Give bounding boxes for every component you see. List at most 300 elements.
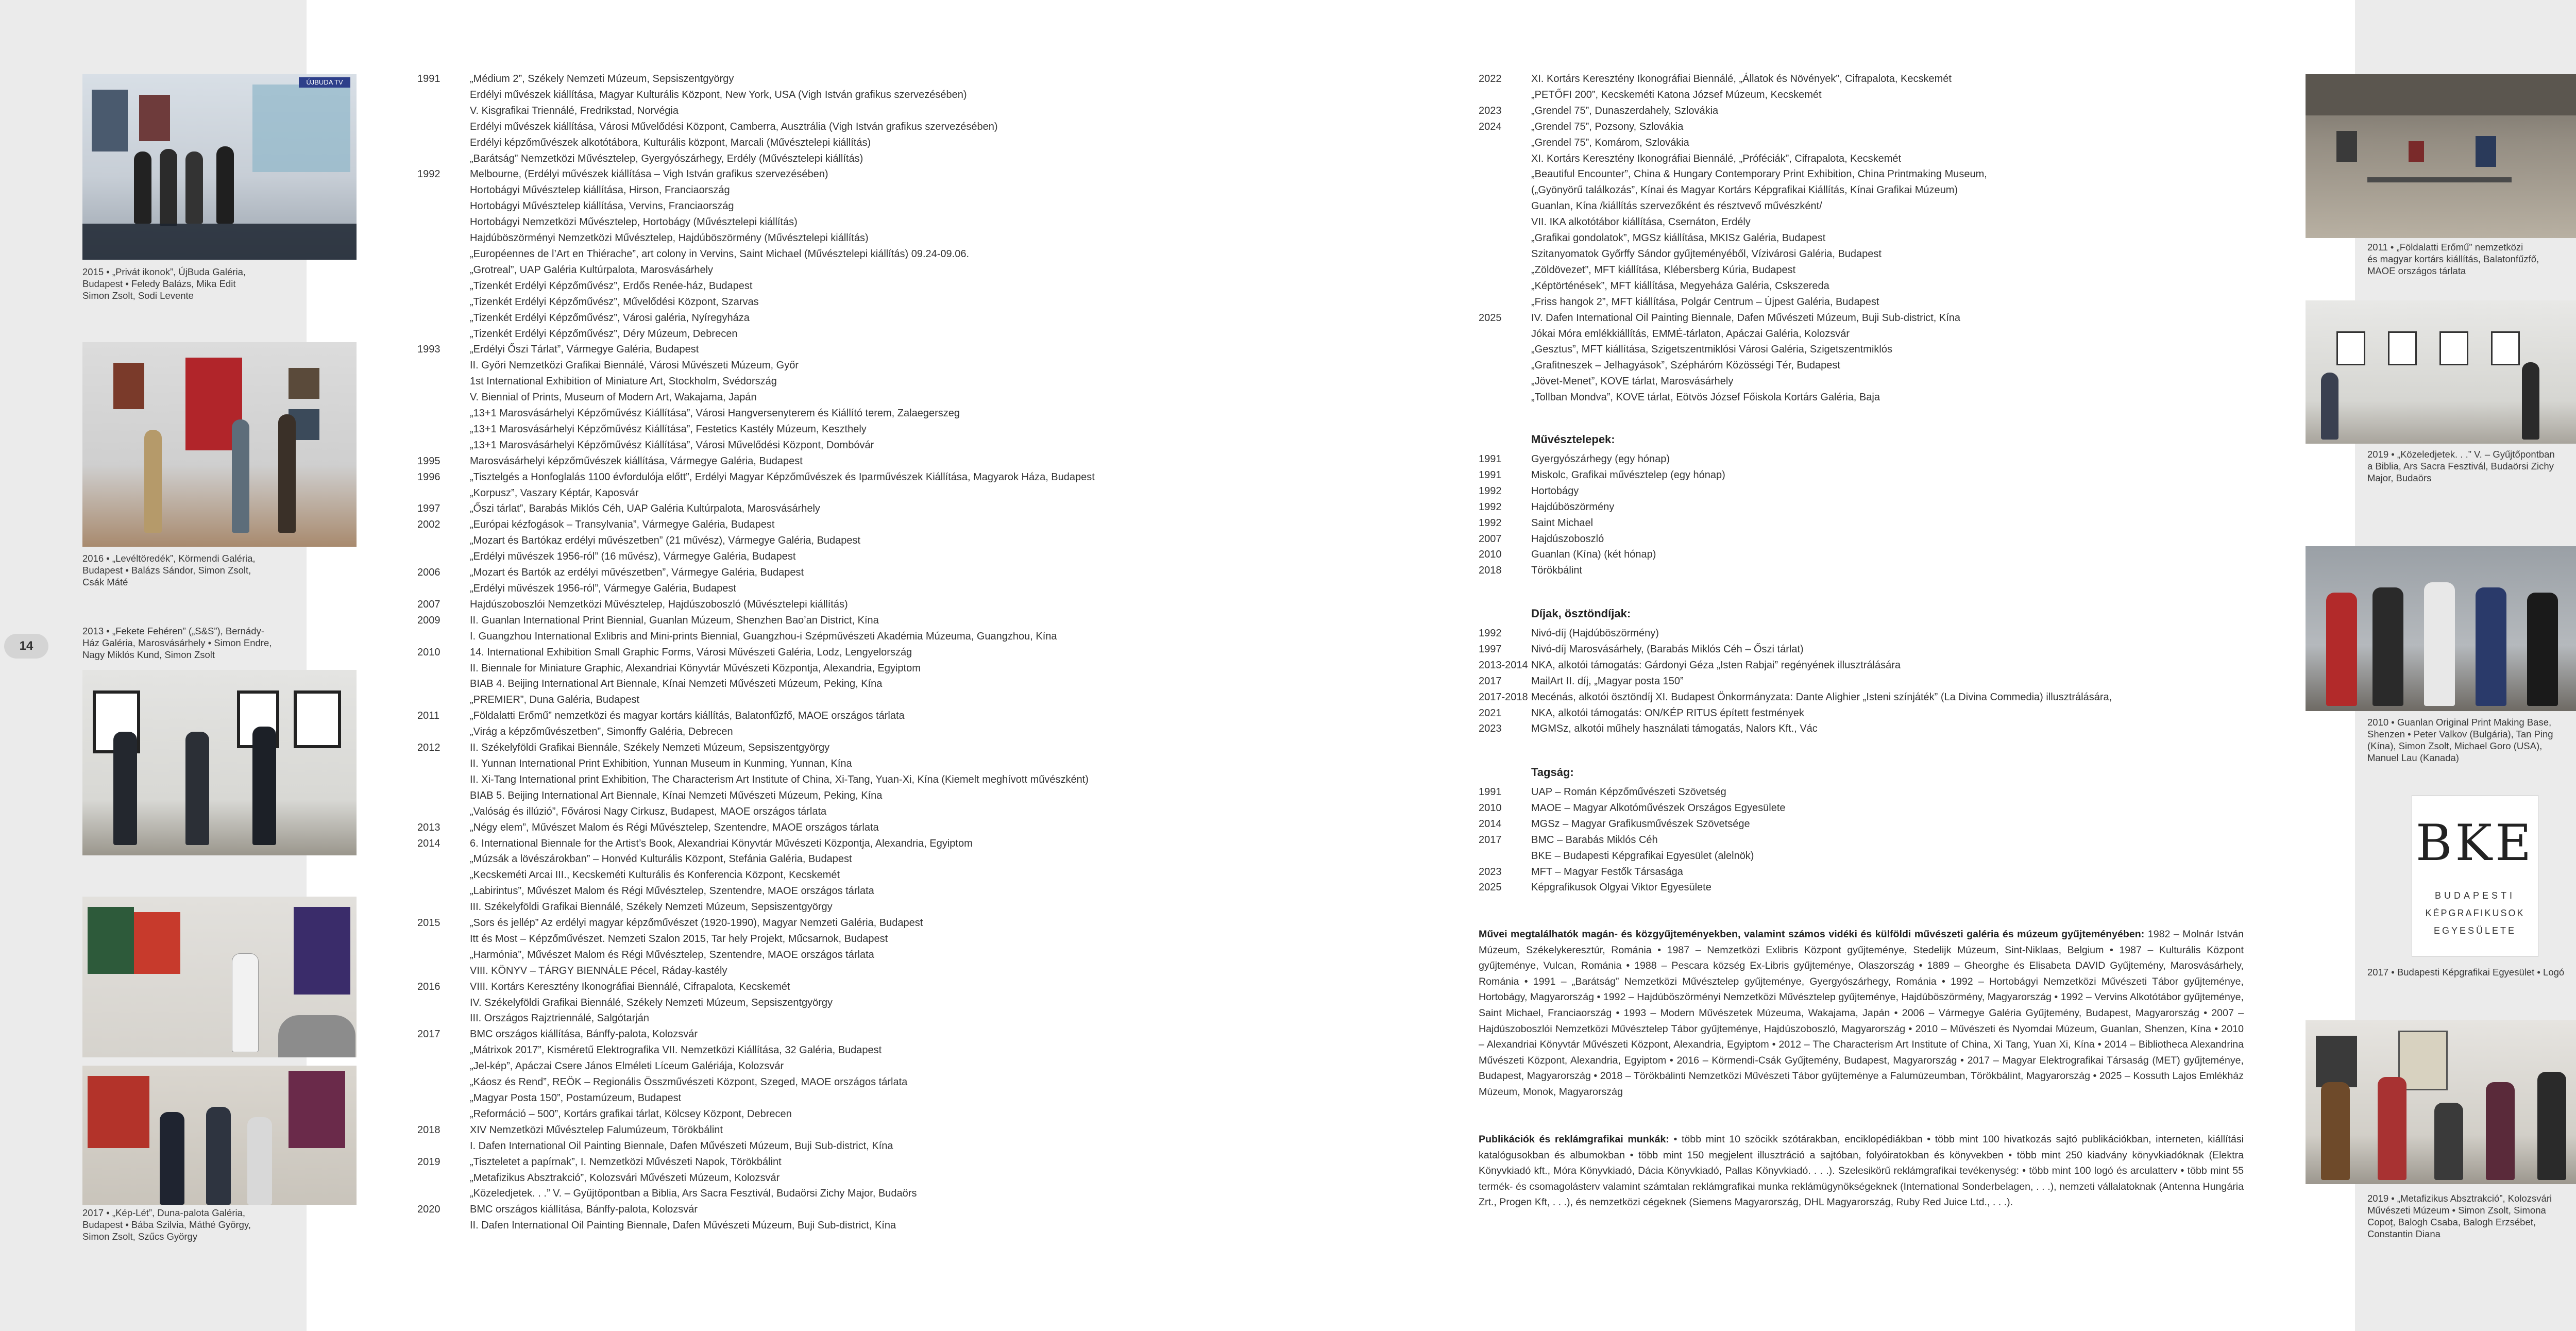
list-entry: [1479, 278, 1987, 294]
entry-text: VII. IKA alkotótábor kiállítása, Csernáton, Erdély: [1531, 216, 1751, 228]
list-entry: [417, 342, 1095, 358]
entry-text: „Tizenkét Erdélyi Képzőművész”, Erdős Renée-ház, Budapest: [470, 280, 753, 292]
list-entry: [417, 278, 1095, 294]
list-entry: [1479, 483, 1725, 499]
entry-year: 2023: [1479, 105, 1502, 116]
entry-text: XIV Nemzetközi Művésztelep Falumúzeum, Törökbálint: [470, 1124, 723, 1136]
list-entry: [417, 692, 1095, 708]
membership-list: [1479, 784, 1786, 896]
entry-year: [417, 676, 470, 692]
entry-year: 2012: [417, 742, 440, 754]
entry-year: 2011: [417, 710, 440, 722]
list-entry: [417, 326, 1095, 342]
list-entry: [417, 1058, 1095, 1074]
entry-year: 2002: [417, 519, 440, 531]
list-entry: [417, 565, 1095, 581]
list-entry: [417, 724, 1095, 740]
entry-text: Itt és Most – Képzőművészet. Nemzeti Szalon 2015, Tar hely Projekt, Műcsarnok, Budapest: [470, 933, 888, 945]
photo-kep-let-1: [82, 897, 357, 1057]
photo-caption-r3: 2010 • Guanlan Original Print Making Base, Shenzen • Peter Valkov (Bulgária), Tan Ping (Kína), Simon Zsolt, Michael Goro (USA), Manuel Lau (Kanada): [2367, 717, 2553, 763]
list-entry: [1479, 880, 1786, 896]
entry-text: Marosvásárhelyi képzőművészek kiállítása, Vármegye Galéria, Budapest: [470, 455, 803, 467]
list-entry: [417, 899, 1095, 915]
list-entry: [417, 151, 1095, 167]
entry-text: BKE – Budapesti Képgrafikai Egyesület (alelnök): [1531, 850, 1754, 862]
list-entry: [417, 1186, 1095, 1202]
entry-year: 2013: [417, 821, 440, 833]
bke-logo: [2412, 795, 2538, 957]
entry-text: „Őszi tárlat”, Barabás Miklós Céh, UAP Galéria Kultúrpalota, Marosvásárhely: [470, 503, 820, 515]
entry-year: [417, 947, 470, 963]
entry-year: [417, 246, 470, 262]
entry-text: „Kecskeméti Arcai III., Kecskeméti Kulturális és Konferencia Központ, Kecskemét: [470, 869, 840, 881]
entry-year: 2017-2018: [1479, 691, 1528, 703]
entry-year: 1992: [1479, 485, 1502, 497]
list-entry: [1479, 151, 1987, 167]
entry-year: 2023: [1479, 723, 1502, 735]
entry-year: 1997: [417, 503, 440, 515]
entry-year: 2017: [1479, 834, 1502, 846]
list-entry: [1479, 294, 1987, 310]
entry-year: [417, 756, 470, 772]
entry-text: „Médium 2”, Székely Nemzeti Múzeum, Sepsiszentgyörgy: [470, 73, 734, 85]
list-entry: [417, 963, 1095, 979]
entry-year: [417, 390, 470, 406]
list-entry: [417, 246, 1095, 262]
entry-text: „Virág a képzőművészetben”, Simonffy Galéria, Debrecen: [470, 726, 733, 738]
list-entry: [417, 1090, 1095, 1106]
entry-year: [1479, 326, 1531, 342]
entry-year: 1992: [1479, 628, 1502, 639]
list-entry: [417, 485, 1095, 501]
entry-text: II. Biennale for Miniature Graphic, Alexandriai Könyvtár Művészeti Központja, Alexandria, Egyiptom: [470, 662, 921, 674]
entry-text: Miskolc, Grafikai művésztelep (egy hónap): [1531, 469, 1725, 481]
entry-text: II. Székelyföldi Grafikai Biennále, Székely Nemzeti Múzeum, Sepsiszentgyörgy: [470, 742, 830, 754]
list-entry: [1479, 230, 1987, 246]
list-entry: [417, 230, 1095, 246]
entry-text: „Földalatti Erőmű” nemzetközi és magyar kortárs kiállítás, Balatonfűzfő, MAOE országos tárlata: [470, 710, 905, 722]
list-entry: [1479, 467, 1725, 483]
list-entry: [1479, 119, 1987, 135]
list-entry: [417, 979, 1095, 995]
entry-text: „Tizenkét Erdélyi Képzőművész”, Művelődési Központ, Szarvas: [470, 296, 759, 308]
entry-year: 2016: [417, 981, 440, 992]
list-entry: [1479, 721, 2112, 737]
entry-text: II. Dafen International Oil Painting Biennale, Dafen Művészeti Múzeum, Buji Sub-district, Kína: [470, 1220, 896, 1232]
entry-text: „Jövet-Menet”, KOVE tárlat, Marosvásárhely: [1531, 376, 1734, 387]
list-entry: [417, 533, 1095, 549]
entry-year: [1479, 151, 1531, 167]
entry-text: „Grotreal”, UAP Galéria Kultúrpalota, Marosvásárhely: [470, 264, 714, 276]
entry-year: [417, 437, 470, 453]
entry-year: 2023: [1479, 866, 1502, 878]
entry-text: „Valóság és illúzió”, Fővárosi Nagy Cirkusz, Budapest, MAOE országos tárlata: [470, 805, 827, 817]
entry-text: II. Yunnan International Print Exhibition, Yunnan Museum in Kunming, Yunnan, Kína: [470, 757, 852, 769]
entry-text: VIII. Kortárs Keresztény Ikonográfiai Biennálé, Cifrapalota, Kecskemét: [470, 981, 790, 992]
entry-text: IV. Dafen International Oil Painting Biennale, Dafen Művészeti Múzeum, Buji Sub-district, Kína: [1531, 312, 1961, 324]
entry-year: 2010: [1479, 802, 1502, 814]
entry-year: [417, 1138, 470, 1154]
list-entry: [1479, 642, 2112, 658]
entry-text: Hortobágyi Művésztelep kiállítása, Hirson, Franciaország: [470, 184, 730, 196]
awards-title: Díjak, ösztöndíjak:: [1531, 607, 1631, 620]
entry-year: [417, 629, 470, 645]
list-entry: [1479, 563, 1725, 579]
bke-logo-line-1: BUDAPESTI: [2434, 890, 2516, 901]
entry-text: XI. Kortárs Keresztény Ikonográfiai Biennálé, „Próféciák”, Cifrapalota, Kecskemét: [1531, 153, 1902, 164]
entry-text: „Tizenkét Erdélyi Képzőművész”, Déry Múzeum, Debrecen: [470, 328, 738, 340]
entry-year: [417, 899, 470, 915]
entry-text: UAP – Román Képzőművészeti Szövetség: [1531, 786, 1726, 798]
list-entry: [417, 883, 1095, 899]
entry-text: Törökbálint: [1531, 565, 1582, 577]
list-entry: [1479, 673, 2112, 689]
entry-text: Képgrafikusok Olgyai Viktor Egyesülete: [1531, 882, 1711, 894]
list-entry: [417, 597, 1095, 613]
entry-year: [417, 406, 470, 422]
entry-year: 2017: [417, 1029, 440, 1040]
list-entry: [1479, 198, 1987, 214]
list-entry: [1479, 784, 1786, 800]
photo-metafizikus: [2306, 1020, 2576, 1184]
entry-text: „Erdélyi Őszi Tárlat”, Vármegye Galéria, Budapest: [470, 344, 699, 356]
exhibition-list-right: [1479, 71, 1987, 406]
entry-text: Erdélyi művészek kiállítása, Városi Művelődési Központ, Camberra, Ausztrália (Vigh István grafikus szervezésében): [470, 121, 998, 132]
entry-text: „PREMIER”, Duna Galéria, Budapest: [470, 694, 640, 706]
list-entry: [417, 851, 1095, 867]
entry-text: „Képtörténések”, MFT kiállítása, Megyeháza Galéria, Cskszereda: [1531, 280, 1829, 292]
list-entry: [417, 358, 1095, 374]
entry-text: „Négy elem”, Művészet Malom és Régi Művésztelep, Szentendre, MAOE országos tárlata: [470, 821, 879, 833]
entry-year: [417, 198, 470, 214]
entry-year: 1996: [417, 471, 440, 483]
entry-year: 1992: [1479, 517, 1502, 529]
entry-text: I. Guangzhou International Exlibris and Mini-prints Biennial, Guangzhou-i Szépművészeti Akadémia Múzeuma, Guangzhou, Kína: [470, 630, 1057, 642]
entry-year: [417, 931, 470, 947]
entry-year: [417, 294, 470, 310]
entry-text: „Múzsák a lövészárokban” – Honvéd Kulturális Központ, Stefánia Galéria, Budapest: [470, 853, 852, 865]
list-entry: [417, 182, 1095, 198]
entry-year: 2014: [1479, 818, 1502, 830]
photo-kep-let-2: [82, 1066, 357, 1205]
list-entry: [417, 788, 1095, 804]
list-entry: [1479, 689, 2112, 705]
entry-text: „Káosz és Rend”, REÖK – Regionális Összművészeti Központ, Szeged, MAOE országos tárlata: [470, 1076, 908, 1088]
list-entry: [417, 661, 1095, 677]
entry-text: 14. International Exhibition Small Graphic Forms, Városi Művészeti Galéria, Lodz, Lengyelország: [470, 646, 912, 658]
entry-text: Erdélyi művészek kiállítása, Magyar Kulturális Központ, New York, USA (Vigh István grafikus szervezésében): [470, 89, 967, 100]
list-entry: [417, 1138, 1095, 1154]
entry-text: Mecénás, alkotói ösztöndíj XI. Budapest Önkormányzata: Dante Alighier „Isteni színjáték” (La Divina Commedia) illusztrálására,: [1531, 691, 2112, 703]
list-entry: [417, 1106, 1095, 1122]
entry-year: 2017: [1479, 675, 1502, 687]
entry-text: 1st International Exhibition of Miniature Art, Stockholm, Svédország: [470, 376, 777, 387]
entry-text: „Labirintus”, Művészet Malom és Régi Művésztelep, Szentendre, MAOE országos tárlata: [470, 885, 874, 897]
entry-year: [417, 661, 470, 677]
entry-text: MFT – Magyar Festők Társasága: [1531, 866, 1683, 878]
entry-year: 1995: [417, 455, 440, 467]
list-entry: [417, 676, 1095, 692]
list-entry: [1479, 390, 1987, 406]
list-entry: [1479, 214, 1987, 230]
list-entry: [417, 390, 1095, 406]
list-entry: [1479, 166, 1987, 182]
entry-text: II. Győri Nemzetközi Grafikai Biennálé, Városi Művészeti Múzeum, Győr: [470, 360, 799, 372]
entry-text: I. Dafen International Oil Painting Biennale, Dafen Művészeti Múzeum, Buji Sub-district, Kína: [470, 1140, 893, 1152]
bke-logo-mark: BKE: [2415, 814, 2535, 872]
entry-text: „Tizenkét Erdélyi Képzőművész”, Városi galéria, Nyíregyháza: [470, 312, 750, 324]
list-entry: [1479, 531, 1725, 547]
list-entry: [1479, 71, 1987, 87]
entry-year: [417, 278, 470, 294]
entry-year: [1479, 278, 1531, 294]
list-entry: [1479, 326, 1987, 342]
list-entry: [417, 166, 1095, 182]
list-entry: [417, 437, 1095, 453]
entry-year: [1479, 390, 1531, 406]
photo-caption-r1: 2011 • „Földalatti Erőmű” nemzetközi és magyar kortárs kiállítás, Balatonfűzfő, MAOE országos tárlata: [2367, 242, 2539, 276]
list-entry: [417, 135, 1095, 151]
entry-text: BIAB 4. Beijing International Art Biennale, Kínai Nemzeti Művészeti Múzeum, Peking, Kína: [470, 678, 883, 690]
entry-text: NKA, alkotói támogatás: ON/KÉP RITUS épített festmények: [1531, 707, 1804, 719]
entry-year: [417, 804, 470, 820]
entry-year: 2014: [417, 837, 440, 849]
entry-text: „Zöldövezet”, MFT kiállítása, Klébersberg Kúria, Budapest: [1531, 264, 1796, 276]
entry-year: 1997: [1479, 643, 1502, 655]
entry-year: [1479, 294, 1531, 310]
list-entry: [417, 71, 1095, 87]
entry-text: „Metafizikus Absztrakció”, Kolozsvári Művészeti Múzeum, Kolozsvár: [470, 1172, 780, 1184]
entry-year: [417, 1010, 470, 1026]
list-entry: [417, 740, 1095, 756]
entry-text: III. Országos Rajztriennálé, Salgótarján: [470, 1013, 649, 1024]
publications-paragraph: [1479, 1132, 2244, 1210]
list-entry: [417, 836, 1095, 852]
list-entry: [417, 453, 1095, 469]
list-entry: [417, 1218, 1095, 1234]
entry-text: „Grendel 75”, Komárom, Szlovákia: [1531, 137, 1689, 148]
entry-year: [1479, 166, 1531, 182]
list-entry: [417, 1026, 1095, 1042]
entry-year: [417, 1074, 470, 1090]
entry-text: „Beautiful Encounter”, China & Hungary Contemporary Print Exhibition, China Printmaking Museum,: [1531, 169, 1987, 180]
list-entry: [417, 406, 1095, 422]
photo-caption-2: 2016 • „Levéltöredék”, Körmendi Galéria, Budapest • Balázs Sándor, Simon Zsolt, Csák Máté: [82, 553, 256, 587]
entry-text: „Harmónia”, Művészet Malom és Régi Művésztelep, Szentendre, MAOE országos tárlata: [470, 949, 874, 961]
list-entry: [417, 947, 1095, 963]
photo-guanlan: [2306, 546, 2576, 711]
list-entry: [417, 995, 1095, 1011]
entry-year: [417, 485, 470, 501]
entry-year: [417, 135, 470, 151]
entry-text: BMC – Barabás Miklós Céh: [1531, 834, 1658, 846]
list-entry: [417, 1010, 1095, 1026]
list-entry: [417, 501, 1095, 517]
entry-text: NKA, alkotói támogatás: Gárdonyi Géza „Isten Rabjai” regényének illusztrálására: [1531, 659, 1901, 671]
entry-year: 2025: [1479, 882, 1502, 894]
entry-year: [417, 1106, 470, 1122]
entry-text: Hortobágy: [1531, 485, 1579, 497]
entry-year: 2010: [417, 646, 440, 658]
list-entry: [1479, 135, 1987, 151]
entry-year: [417, 1170, 470, 1186]
colonies-title: Művésztelepek:: [1531, 433, 1615, 446]
entry-text: „Mozart és Bartók az erdélyi művészetben”, Vármegye Galéria, Budapest: [470, 567, 804, 579]
list-entry: [1479, 342, 1987, 358]
entry-year: [417, 358, 470, 374]
list-entry: [1479, 182, 1987, 198]
entry-year: [417, 963, 470, 979]
entry-year: [417, 533, 470, 549]
entry-text: „Korpusz”, Vaszary Képtár, Kaposvár: [470, 487, 639, 499]
entry-year: [417, 1218, 470, 1234]
entry-text: MGSz – Magyar Grafikusművészek Szövetsége: [1531, 818, 1750, 830]
entry-text: „Grendel 75”, Pozsony, Szlovákia: [1531, 121, 1684, 132]
entry-text: „Mozart és Bartókaz erdélyi művészetben” (21 művész), Vármegye Galéria, Budapest: [470, 535, 861, 547]
entry-text: VIII. KÖNYV – TÁRGY BIENNÁLE Pécel, Ráday-kastély: [470, 965, 727, 976]
tv-logo: ÚJBUDA TV: [299, 77, 350, 88]
entry-text: „Közeledjetek. . .” V. – Gyűjtőpontban a Biblia, Ars Sacra Fesztivál, Budaörsi Zichy Major, Budaörs: [470, 1188, 917, 1200]
entry-year: [417, 214, 470, 230]
entry-text: „13+1 Marosvásárhelyi Képzőművész Kiállítása”, Városi Művelődési Központ, Dombóvár: [470, 439, 874, 451]
page-number-left: 14: [4, 634, 48, 659]
list-entry: [1479, 87, 1987, 103]
photo-caption-r4: 2017 • Budapesti Képgrafikai Egyesület • Logó: [2367, 967, 2565, 978]
list-entry: [417, 198, 1095, 214]
list-entry: [417, 294, 1095, 310]
entry-text: „Tollban Mondva”, KOVE tárlat, Eötvös József Főiskola Kortárs Galéria, Baja: [1531, 392, 1880, 403]
entry-text: BMC országos kiállítása, Bánffy-palota, Kolozsvár: [470, 1204, 698, 1216]
publications-text: • több mint 10 szöcikk szótárakban, enciklopédiákban • több mint 100 hivatkozás sajtó publikációkban, interneten, kiállítási katalógusokban és albumokban • több mint 150 megjelent illusztráció a sajtóban, folyóiratokban és könyvekben • több mint 250 kiadvány könyvkiadóknak (Elektra Könyvkiadó kft., Móra Könyvkiadó, Dácia Könyvkiadó, Pallas Könyvkiadó. . . .). Szelesikörű reklámgrafikai tevékenység: • több mint 100 logó és arculatterv • több mint 55 termék- és csomagolásterv valamint számtalan reklámgrafikai munka reklámügynökségeknek (International Sonderbelagen, . . .), nemzeti vállalatoknak (Antenna Hungária Zrt., Progen Kft, . . .), és nemzetközi cégeknek (Siemens Magyarország, DHL Magyarország, Ruby Red Juice Ltd., . . .).: [1479, 1134, 2244, 1208]
entry-text: V. Kisgrafikai Triennálé, Fredrikstad, Norvégia: [470, 105, 679, 116]
entry-year: [417, 87, 470, 103]
list-entry: [1479, 499, 1725, 515]
entry-text: IV. Székelyföldi Grafikai Biennálé, Székely Nemzeti Múzeum, Sepsiszentgyörgy: [470, 997, 833, 1008]
photo-privat-ikonok: [82, 74, 357, 260]
list-entry: [1479, 832, 1786, 848]
entry-text: „Friss hangok 2”, MFT kiállítása, Polgár Centrum – Újpest Galéria, Budapest: [1531, 296, 1879, 308]
entry-year: 2018: [417, 1124, 440, 1136]
entry-text: Nivó-díj (Hajdúböszörmény): [1531, 628, 1659, 639]
entry-year: [1479, 135, 1531, 151]
photo-caption-4: 2017 • „Kép-Lét”, Duna-palota Galéria, Budapest • Bába Szilvia, Máthé György, Simon Zsolt, Szűcs György: [82, 1207, 251, 1242]
photo-caption-r2: 2019 • „Közeledjetek. . .” V. – Gyűjtőpontban a Biblia, Ars Sacra Fesztivál, Budaörsi Zichy Major, Budaörs: [2367, 449, 2555, 483]
entry-text: („Gyönyörű találkozás”, Kínai és Magyar Kortárs Képgrafikai Kiállítás, Kínai Grafikai Múzeum): [1531, 184, 1958, 196]
entry-year: [417, 151, 470, 167]
entry-year: [417, 692, 470, 708]
entry-year: [1479, 198, 1531, 214]
entry-year: [417, 262, 470, 278]
list-entry: [417, 581, 1095, 597]
entry-text: „Erdélyi művészek 1956-ról”, Vármegye Galéria, Budapest: [470, 583, 736, 594]
entry-text: Hajdúszoboszlói Nemzetközi Művésztelep, Hajdúszoboszló (Művésztelepi kiállítás): [470, 598, 848, 610]
entry-year: [1479, 182, 1531, 198]
list-entry: [417, 613, 1095, 629]
entry-year: [417, 867, 470, 883]
entry-text: „Reformáció – 500”, Kortárs grafikai tárlat, Kölcsey Központ, Debrecen: [470, 1108, 792, 1120]
list-entry: [417, 1042, 1095, 1058]
entry-text: Hajdúszoboszló: [1531, 533, 1604, 545]
list-entry: [1479, 515, 1725, 531]
entry-text: „Erdélyi művészek 1956-ról” (16 művész), Vármegye Galéria, Budapest: [470, 551, 796, 563]
list-entry: [1479, 864, 1786, 880]
entry-text: Saint Michael: [1531, 517, 1594, 529]
entry-year: 2013-2014: [1479, 659, 1528, 671]
list-entry: [417, 867, 1095, 883]
entry-year: [1479, 214, 1531, 230]
entry-text: „Európai kézfogások – Transylvania”, Vármegye Galéria, Budapest: [470, 519, 775, 531]
entry-year: 2020: [417, 1204, 440, 1216]
list-entry: [1479, 848, 1786, 864]
entry-text: „Mátrixok 2017”, Kisméretű Elektrografika VII. Nemzetközi Kiállítása, 32 Galéria, Budapest: [470, 1044, 882, 1056]
list-entry: [1479, 816, 1786, 832]
entry-text: V. Biennial of Prints, Museum of Modern Art, Wakajama, Japán: [470, 392, 757, 403]
entry-year: [417, 883, 470, 899]
list-entry: [1479, 310, 1987, 326]
entry-year: [1479, 87, 1531, 103]
entry-text: Hortobágyi Nemzetközi Művésztelep, Hortobágy (Művésztelepi kiállítás): [470, 216, 798, 228]
entry-text: Melbourne, (Erdélyi művészek kiállítása – Vigh István grafikus szervezésében): [470, 169, 828, 180]
entry-text: II. Guanlan International Print Biennial, Guanlan Múzeum, Shenzhen Bao’an District, Kína: [470, 614, 879, 626]
list-entry: [1479, 103, 1987, 119]
entry-text: „Tisztelgés a Honfoglalás 1100 évfordulója előtt”, Erdélyi Magyar Képzőművészek és Iparművészek Kiállítása, Magyarok Háza, Budapest: [470, 471, 1095, 483]
entry-year: [417, 788, 470, 804]
entry-year: [417, 995, 470, 1011]
entry-year: [417, 1186, 470, 1202]
entry-year: 2006: [417, 567, 440, 579]
list-entry: [417, 804, 1095, 820]
entry-year: [417, 182, 470, 198]
entry-text: „Grafikai gondolatok”, MGSz kiállítása, MKISz Galéria, Budapest: [1531, 232, 1826, 244]
list-entry: [417, 645, 1095, 661]
list-entry: [417, 1202, 1095, 1218]
entry-text: Nivó-díj Marosvásárhely, (Barabás Miklós Céh – Őszi tárlat): [1531, 643, 1804, 655]
list-entry: [417, 422, 1095, 437]
list-entry: [417, 756, 1095, 772]
entry-year: 2010: [1479, 549, 1502, 561]
list-entry: [417, 374, 1095, 390]
list-entry: [1479, 358, 1987, 374]
membership-title: Tagság:: [1531, 766, 1574, 779]
publications-lead: Publikációk és reklámgrafikai munkák:: [1479, 1134, 1669, 1145]
entry-year: [417, 851, 470, 867]
entry-year: [417, 772, 470, 788]
entry-year: 2022: [1479, 73, 1502, 85]
entry-text: MailArt II. díj, „Magyar posta 150”: [1531, 675, 1684, 687]
list-entry: [417, 629, 1095, 645]
photo-caption-1: 2015 • „Privát ikonok”, ÚjBuda Galéria, Budapest • Feledy Balázs, Mika Edit Simon Zsolt, Sodi Levente: [82, 266, 246, 301]
collections-lead: Művei megtalálhatók magán- és közgyűjteményekben, valamint számos vidéki és külföldi művészeti galéria és múzeum gyűjteményében:: [1479, 929, 2145, 940]
entry-text: „Européennes de l’Art en Thiérache”, art colony in Vervins, Saint Michael (Művésztelepi kiállítás) 09.24-09.06.: [470, 248, 970, 260]
entry-text: II. Xi-Tang International print Exhibition, The Characterism Art Institute of China, Xi-Tang, Yuan-Xi, Kína (Kiemelt meghívott művészként): [470, 773, 1089, 785]
entry-year: 1992: [417, 169, 440, 180]
entry-text: 6. International Biennale for the Artist’s Book, Alexandriai Könyvtár Művészeti Központja, Alexandria, Egyiptom: [470, 837, 973, 849]
entry-year: 1991: [417, 73, 440, 85]
entry-text: „13+1 Marosvásárhelyi Képzőművész Kiállítása”, Festetics Kastély Múzeum, Keszthely: [470, 423, 867, 435]
collections-paragraph: [1479, 926, 2244, 1100]
entry-text: Hajdúböszörmény: [1531, 501, 1615, 513]
list-entry: [1479, 658, 2112, 673]
entry-text: „Jel-kép”, Apáczai Csere János Elméleti Líceum Galériája, Kolozsvár: [470, 1060, 784, 1072]
entry-year: 2009: [417, 614, 440, 626]
entry-text: Jókai Móra emlékkiállítás, EMMÉ-tárlaton, Apáczai Galéria, Kolozsvár: [1531, 328, 1850, 340]
entry-year: 1992: [1479, 501, 1502, 513]
entry-year: 1991: [1479, 786, 1502, 798]
exhibition-list-left: [417, 71, 1095, 1234]
list-entry: [417, 119, 1095, 135]
entry-year: [1479, 358, 1531, 374]
entry-year: [417, 422, 470, 437]
